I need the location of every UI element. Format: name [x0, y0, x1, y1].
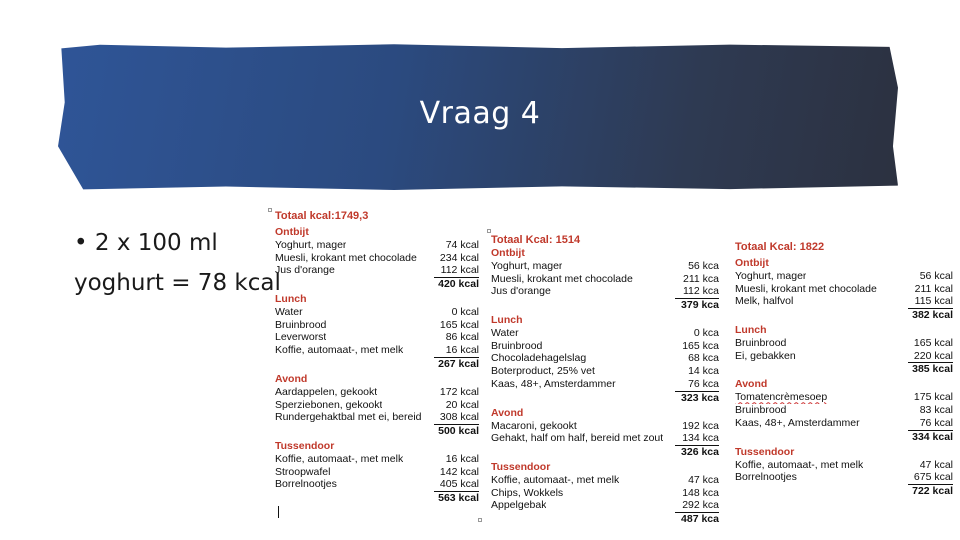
food-name: Stroopwafel [275, 465, 331, 478]
food-row [275, 331, 479, 344]
food-name: Koffie, automaat-, met melk [275, 344, 404, 357]
meal-section-tussendoor [491, 461, 719, 525]
food-row [275, 386, 479, 399]
section-sum [491, 512, 719, 525]
food-row [735, 270, 953, 283]
slide-title: Vraag 4 [419, 96, 541, 131]
food-kcal: 165 kca [682, 339, 719, 352]
selection-handle[interactable] [268, 208, 272, 212]
food-row [735, 295, 953, 308]
food-name: Tomatencrèmesoep [735, 391, 828, 404]
food-name: Bruinbrood [735, 337, 787, 350]
meal-section-lunch [491, 314, 719, 403]
food-kcal: 47 kcal [919, 458, 953, 471]
section-title: Tussendoor [491, 460, 551, 473]
food-row [735, 283, 953, 296]
food-kcal: 175 kcal [913, 391, 953, 404]
food-name: Water [491, 327, 519, 340]
section-title: Ontbijt [735, 257, 769, 269]
sum-value: 487 kca [675, 512, 719, 525]
bullet-text-line1: • 2 x 100 ml [74, 230, 218, 256]
selection-handle[interactable] [478, 518, 482, 522]
food-row [491, 432, 719, 445]
food-name: Borrelnootjes [275, 478, 337, 491]
food-row [491, 285, 719, 298]
meal-section-avond [735, 378, 953, 442]
food-name: Ei, gebakken [735, 349, 796, 362]
food-kcal: 56 kcal [919, 270, 953, 282]
food-kcal: 74 kcal [445, 239, 479, 251]
food-kcal: 115 kcal [914, 295, 953, 308]
meal-section-ontbijt [275, 226, 479, 290]
food-kcal: 112 kca [683, 285, 719, 298]
food-row [735, 471, 953, 484]
food-name: Jus d'orange [491, 285, 551, 298]
food-name: Yoghurt, mager [491, 260, 563, 272]
section-title: Tussendoor [735, 445, 795, 458]
section-sum [491, 445, 719, 458]
food-row [491, 260, 719, 273]
food-row [491, 365, 719, 378]
meal-section-lunch [735, 324, 953, 375]
food-name: Appelgebak [491, 499, 547, 512]
food-row [491, 340, 719, 353]
food-name: Water [275, 306, 303, 319]
food-name: Yoghurt, mager [735, 270, 807, 282]
food-name: Kaas, 48+, Amsterdammer [491, 377, 616, 390]
food-kcal: 211 kcal [914, 282, 953, 295]
section-title: Lunch [491, 314, 523, 327]
food-name: Muesli, krokant met chocolade [735, 282, 877, 295]
section-sum [491, 391, 719, 404]
food-row [735, 417, 953, 430]
meal-table-2 [491, 233, 719, 525]
food-row [275, 478, 479, 491]
food-row [275, 239, 479, 252]
food-kcal: 0 kca [693, 327, 719, 340]
food-name: Melk, halfvol [735, 295, 794, 308]
meal-section-avond [491, 407, 719, 458]
food-row [275, 319, 479, 332]
food-kcal: 308 kcal [439, 411, 479, 424]
food-row [275, 466, 479, 479]
food-row [491, 499, 719, 512]
food-row [735, 404, 953, 417]
food-name: Jus d'orange [275, 264, 335, 277]
food-kcal: 220 kcal [913, 349, 953, 362]
food-kcal: 47 kca [688, 473, 719, 486]
food-name: Koffie, automaat-, met melk [491, 473, 620, 486]
food-kcal: 292 kca [682, 499, 719, 512]
food-kcal: 56 kca [688, 260, 719, 272]
section-sum [275, 357, 479, 370]
food-name: Kaas, 48+, Amsterdammer [735, 416, 860, 429]
food-kcal: 675 kcal [913, 471, 953, 484]
food-row [275, 344, 479, 357]
food-name: Boterproduct, 25% vet [491, 365, 595, 378]
food-name: Bruinbrood [491, 339, 543, 352]
total-kcal: Totaal kcal:1749,3 [275, 210, 369, 222]
total-kcal: Totaal Kcal: 1822 [735, 241, 825, 253]
food-name: Macaroni, gekookt [491, 419, 577, 432]
meal-table-3 [735, 240, 953, 497]
section-title: Ontbijt [491, 247, 525, 259]
food-kcal: 172 kcal [439, 385, 479, 398]
total-kcal: Totaal Kcal: 1514 [491, 234, 581, 246]
section-sum [491, 298, 719, 311]
food-kcal: 165 kcal [439, 318, 479, 331]
food-kcal: 211 kca [683, 272, 719, 285]
food-name: Sperziebonen, gekookt [275, 398, 383, 411]
food-name: Aardappelen, gekookt [275, 385, 378, 398]
food-row [275, 264, 479, 277]
section-sum [275, 424, 479, 437]
food-name: Rundergehaktbal met ei, bereid [275, 411, 422, 424]
sum-value: 563 kcal [434, 491, 479, 504]
food-row [275, 306, 479, 319]
food-row [735, 337, 953, 350]
food-kcal: 134 kca [682, 432, 719, 445]
food-kcal: 405 kcal [439, 478, 479, 491]
food-kcal: 68 kca [688, 352, 719, 365]
food-kcal: 83 kcal [919, 404, 953, 417]
sum-value: 382 kcal [908, 308, 953, 321]
section-sum [735, 430, 953, 443]
section-sum [735, 308, 953, 321]
food-name: Chocoladehagelslag [491, 352, 587, 365]
food-kcal: 165 kcal [913, 337, 953, 350]
food-kcal: 14 kca [688, 365, 719, 378]
sum-value: 267 kcal [434, 357, 479, 370]
food-name: Chips, Wokkels [491, 486, 564, 499]
sum-value: 379 kca [675, 298, 719, 311]
food-name: Gehakt, half om half, bereid met zout [491, 432, 664, 445]
sum-value: 323 kca [675, 391, 719, 404]
food-row [275, 399, 479, 412]
section-title: Tussendoor [275, 439, 335, 452]
sum-value: 722 kcal [908, 484, 953, 497]
meal-section-lunch [275, 293, 479, 370]
section-sum [275, 277, 479, 290]
food-row [275, 411, 479, 424]
meal-section-tussendoor [275, 440, 479, 504]
food-kcal: 112 kcal [440, 264, 479, 277]
section-title: Avond [275, 372, 308, 385]
food-kcal: 142 kcal [439, 465, 479, 478]
section-sum [735, 484, 953, 497]
sum-value: 500 kcal [434, 424, 479, 437]
food-row [491, 352, 719, 365]
food-kcal: 20 kcal [445, 398, 479, 411]
food-kcal: 86 kcal [445, 331, 479, 344]
food-kcal: 0 kcal [451, 306, 479, 319]
sum-value: 420 kcal [434, 277, 479, 290]
sum-value: 385 kcal [908, 362, 953, 375]
text-cursor [278, 506, 279, 518]
sum-value: 326 kca [675, 445, 719, 458]
food-name: Koffie, automaat-, met melk [275, 452, 404, 465]
food-row [491, 273, 719, 286]
food-kcal: 76 kca [688, 377, 719, 390]
food-name: Muesli, krokant met chocolade [491, 272, 633, 285]
food-kcal: 234 kcal [439, 251, 479, 264]
food-name: Bruinbrood [275, 318, 327, 331]
meal-section-avond [275, 373, 479, 437]
food-row [491, 487, 719, 500]
food-kcal: 148 kca [682, 486, 719, 499]
food-row [275, 252, 479, 265]
food-row [491, 378, 719, 391]
meal-section-ontbijt [491, 247, 719, 311]
food-row [735, 350, 953, 363]
food-kcal: 16 kcal [445, 452, 479, 465]
section-title: Lunch [275, 293, 307, 306]
food-row [735, 391, 953, 404]
food-row [491, 420, 719, 433]
food-name: Muesli, krokant met chocolade [275, 251, 417, 264]
food-name: Leverworst [275, 331, 327, 344]
food-kcal: 76 kcal [919, 416, 953, 429]
section-sum [735, 362, 953, 375]
bullet-text-line2: yoghurt = 78 kcal [74, 270, 281, 296]
food-name: Bruinbrood [735, 404, 787, 417]
food-row [491, 327, 719, 340]
meal-table-1 [275, 209, 479, 504]
food-row [275, 453, 479, 466]
section-title: Avond [491, 406, 524, 419]
food-row [735, 459, 953, 472]
food-name: Borrelnootjes [735, 471, 797, 484]
section-title: Avond [735, 378, 768, 391]
sum-value: 334 kcal [908, 430, 953, 443]
section-title: Ontbijt [275, 226, 309, 238]
food-name: Yoghurt, mager [275, 239, 347, 251]
food-name: Koffie, automaat-, met melk [735, 458, 864, 471]
meal-section-ontbijt [735, 257, 953, 321]
section-title: Lunch [735, 324, 767, 337]
food-kcal: 192 kca [682, 419, 719, 432]
food-kcal: 16 kcal [445, 344, 479, 357]
food-row [491, 474, 719, 487]
meal-section-tussendoor [735, 446, 953, 497]
section-sum [275, 491, 479, 504]
